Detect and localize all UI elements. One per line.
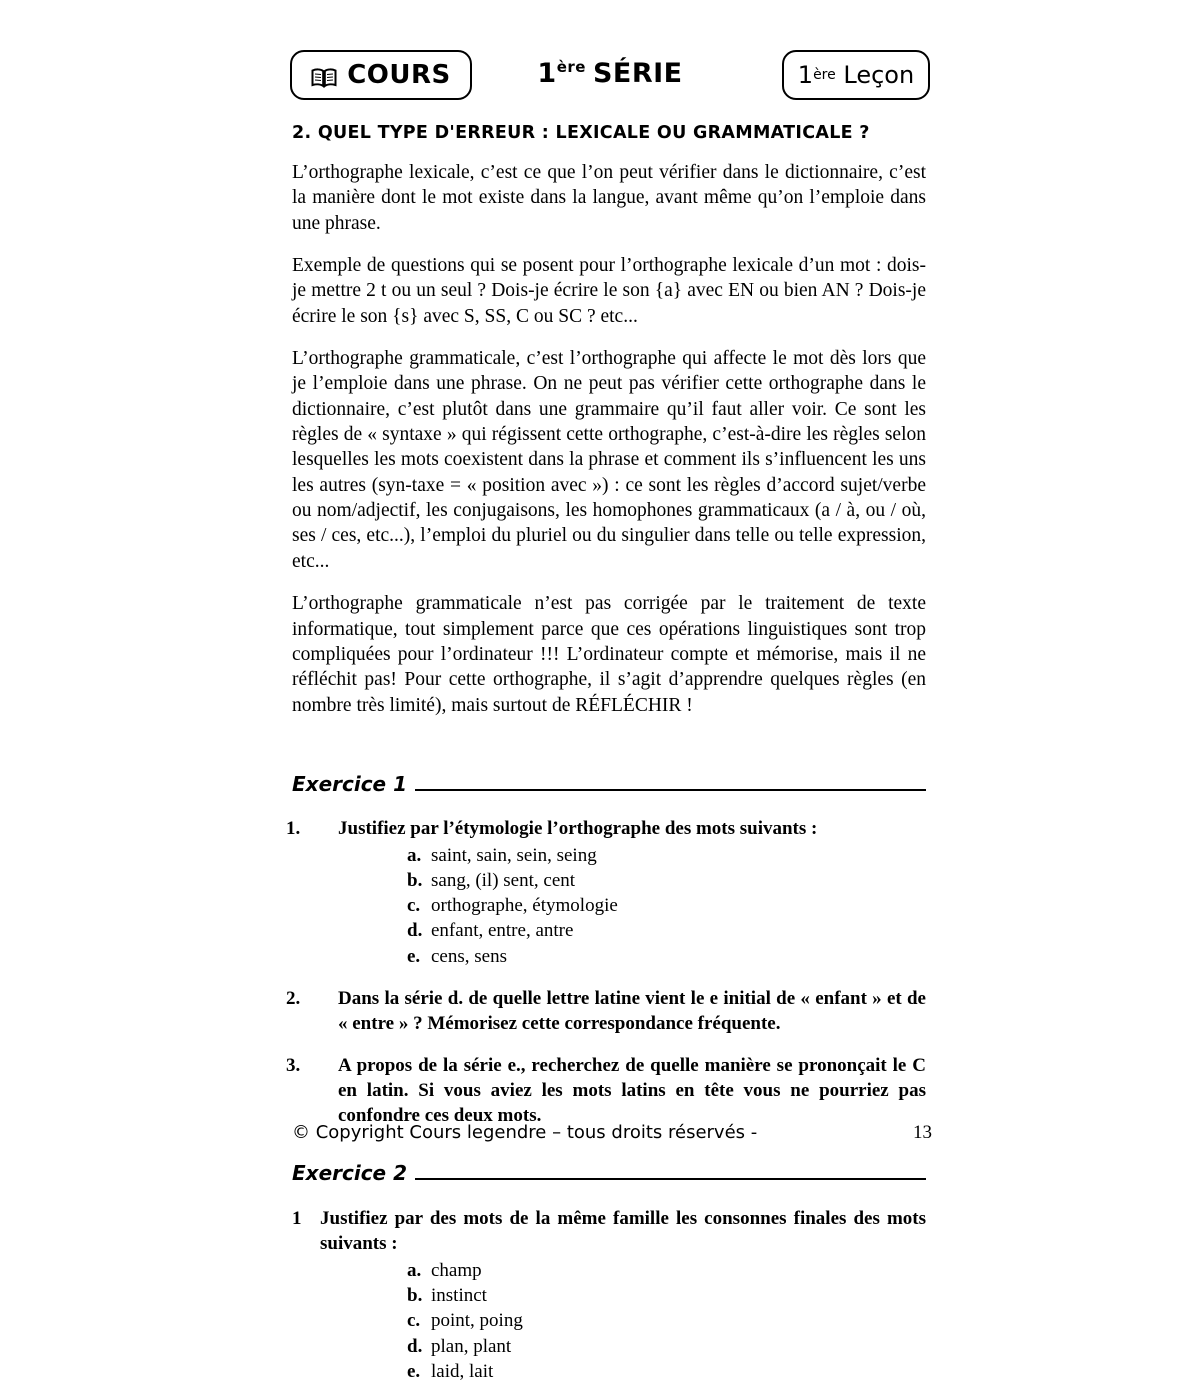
item-text: Justifiez par l’étymologie l’orthographe des mots suivants : [338,817,818,839]
item-text: orthographe, étymologie [431,895,618,917]
list-item [407,843,926,868]
list-item [407,1258,926,1283]
document-body [286,160,926,1384]
lecon-number: 1 [797,61,814,89]
serie-number: 1 [537,58,557,89]
lecon-badge: 1 ère Leçon [782,50,930,100]
paragraph: L’orthographe grammaticale, c’est l’orthographe qui affecte le mot dès lors que je l’emploie dans une phrase. On ne peut pas vérifier cette orthographe dans le dictionnaire, c’est plutôt dans une grammaire qu’il faut aller voir. Ce sont les règles de « syntaxe » qui régissent cette orthographe, c’est-à-dire les règles selon lesquelles les mots coexistent dans la phrase et comment ils s’influencent les uns les autres (syn-taxe = « position avec ») : ce sont les règles d’accord sujet/verbe ou nom/adjectif, les conjugaisons, les homophones grammaticaux (a / à, ou / où, ses / ces, etc...), l’emploi du pluriel ou du singulier dans telle ou telle expression, etc... [292,348,926,572]
item-letter: c. [407,895,421,917]
list-item [407,1308,926,1333]
cours-badge-label: COURS [347,60,451,90]
paragraph: L’orthographe grammaticale n’est pas corrigée par le traitement de texte informatique, tout simplement parce que ces opérations linguistiques sont trop compliquées pour l’ordinateur !!! L’ordinateur compte et mémorise, mais il ne réfléchit pas! Pour cette orthographe, il s’agit d’apprendre quelques règles (en nombre très limité), mais surtout de RÉFLÉCHIR ! [292,593,926,716]
item-letter: a. [407,844,422,866]
page-header [290,50,930,106]
item-text: plan, plant [431,1335,512,1357]
item-letter: b. [407,1284,423,1306]
page-footer [292,1122,932,1144]
exercise-2-label: Exercice 2 [292,1161,407,1186]
item-text: instinct [431,1284,487,1306]
item-text: laid, lait [431,1360,494,1382]
item-number: 2. [286,987,301,1009]
exercise-2-rule [415,1178,926,1180]
item-letter: c. [407,1310,421,1332]
exercise-1-sublist [292,843,926,969]
list-item [407,944,926,969]
item-letter: d. [407,1335,423,1357]
list-item [407,1359,926,1384]
paragraph: L’orthographe lexicale, c’est ce que l’on peut vérifier dans le dictionnaire, c’est la manière dont le mot existe dans la langue, avant même qu’on l’emploie dans une phrase. [292,162,926,234]
page-number: 13 [913,1122,932,1143]
list-item [407,1283,926,1308]
item-text: A propos de la série e., recherchez de quelle manière se prononçait le C en latin. Si vous aviez les mots latins en tête vous ne pourriez pas confondre ces deux mots. [338,1055,926,1126]
item-text: saint, sain, sein, seing [431,844,597,866]
exercise-1-item-2 [286,987,926,1036]
item-number: 1. [286,817,301,839]
section-heading: 2. QUEL TYPE D'ERREUR : LEXICALE OU GRAMMATICALE ? [292,123,870,143]
copyright-notice: © Copyright Cours legendre – tous droits réservés - [292,1122,758,1143]
item-letter: e. [407,1360,421,1382]
item-text: cens, sens [431,945,507,967]
exercise-1-label: Exercice 1 [292,771,407,796]
item-letter: b. [407,869,423,891]
item-letter: a. [407,1259,422,1281]
list-item [407,918,926,943]
item-text: champ [431,1259,482,1281]
item-number: 3. [286,1055,301,1077]
exercise-2-sublist [292,1258,926,1384]
exercise-1-rule [415,789,926,791]
item-letter: d. [407,920,423,942]
item-text: enfant, entre, antre [431,920,574,942]
item-number: 1 [292,1208,302,1230]
item-text: Justifiez par des mots de la même famille les consonnes finales des mots suivants : [320,1208,926,1255]
item-text: point, poing [431,1310,523,1332]
paragraph: Exemple de questions qui se posent pour l’orthographe lexicale d’un mot : dois-je mettre 2 t ou un seul ? Dois-je écrire le son {a} avec EN ou bien AN ? Dois-je écrire le son {s} avec S, SS, C ou SC ? etc... [292,255,926,327]
list-item [407,1334,926,1359]
exercise-1-item-3 [286,1054,926,1128]
item-letter: e. [407,945,421,967]
exercise-2-item-1 [292,1207,926,1256]
spacer [292,735,926,773]
item-text: sang, (il) sent, cent [431,869,576,891]
exercise-1-item-1 [286,817,926,842]
list-item [407,893,926,918]
lecon-word: Leçon [843,61,915,89]
exercise-2-heading [292,1162,926,1184]
exercise-1-heading [292,773,926,795]
serie-ordinal-suffix: ère [556,58,586,76]
list-item [407,868,926,893]
serie-word: SÉRIE [592,58,683,89]
item-text: Dans la série d. de quelle lettre latine vient le e initial de « enfant » et de « entre » ? Mémorisez cette correspondance fréquente. [338,987,926,1034]
